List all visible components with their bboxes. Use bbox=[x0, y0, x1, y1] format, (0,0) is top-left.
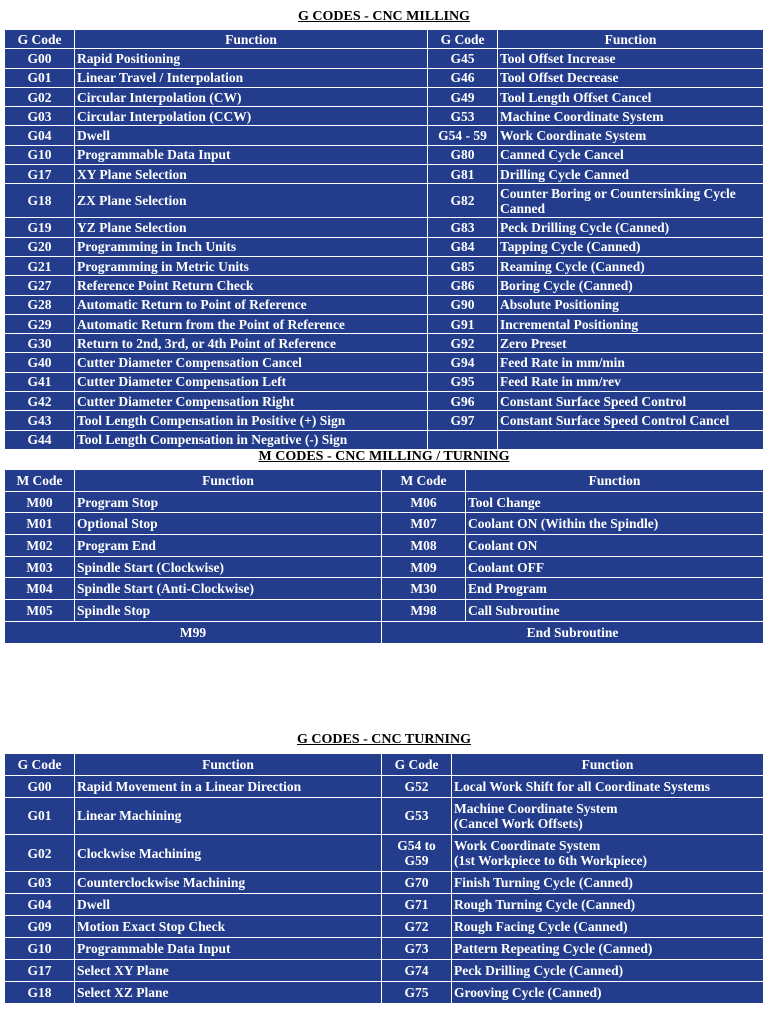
function-cell: Tool Length Offset Cancel bbox=[498, 87, 764, 106]
code-cell: G28 bbox=[5, 295, 75, 314]
function-cell: Boring Cycle (Canned) bbox=[498, 276, 764, 295]
function-cell: ZX Plane Selection bbox=[75, 184, 428, 218]
table-row bbox=[5, 797, 764, 834]
function-cell: Peck Drilling Cycle (Canned) bbox=[452, 959, 764, 981]
function-cell: Programming in Metric Units bbox=[75, 256, 428, 275]
code-cell: G42 bbox=[5, 392, 75, 411]
code-cell: G73 bbox=[382, 938, 452, 960]
code-cell: M01 bbox=[5, 513, 75, 535]
code-cell bbox=[428, 430, 498, 449]
table-row bbox=[5, 894, 764, 916]
function-cell: Constant Surface Speed Control Cancel bbox=[498, 411, 764, 430]
function-cell: Zero Preset bbox=[498, 334, 764, 353]
code-cell: G53 bbox=[428, 107, 498, 126]
function-cell: Spindle Start (Clockwise) bbox=[75, 556, 382, 578]
function-cell: Machine Coordinate System bbox=[498, 107, 764, 126]
function-cell: Rough Facing Cycle (Canned) bbox=[452, 916, 764, 938]
table-row bbox=[5, 411, 764, 430]
code-cell: G52 bbox=[382, 775, 452, 797]
g-milling-title: G CODES - CNC MILLING bbox=[298, 9, 470, 24]
function-cell: Cutter Diameter Compensation Left bbox=[75, 372, 428, 391]
table-row bbox=[5, 218, 764, 237]
function-cell: Dwell bbox=[75, 894, 382, 916]
code-cell: M00 bbox=[5, 491, 75, 513]
code-cell: M99 bbox=[5, 621, 382, 643]
code-cell: G44 bbox=[5, 430, 75, 449]
function-cell: YZ Plane Selection bbox=[75, 218, 428, 237]
table-row bbox=[5, 87, 764, 106]
code-cell: G97 bbox=[428, 411, 498, 430]
function-cell: Constant Surface Speed Control bbox=[498, 392, 764, 411]
function-cell: XY Plane Selection bbox=[75, 165, 428, 184]
function-cell: Rapid Movement in a Linear Direction bbox=[75, 775, 382, 797]
function-cell: Return to 2nd, 3rd, or 4th Point of Reference bbox=[75, 334, 428, 353]
table-row bbox=[5, 276, 764, 295]
code-cell: G83 bbox=[428, 218, 498, 237]
function-cell: Local Work Shift for all Coordinate Systems bbox=[452, 775, 764, 797]
code-cell: G80 bbox=[428, 145, 498, 164]
function-cell: Programmable Data Input bbox=[75, 938, 382, 960]
function-cell: Pattern Repeating Cycle (Canned) bbox=[452, 938, 764, 960]
column-header: M Code bbox=[5, 470, 75, 492]
code-cell: G18 bbox=[5, 184, 75, 218]
table-row bbox=[5, 334, 764, 353]
function-cell: Canned Cycle Cancel bbox=[498, 145, 764, 164]
code-cell: G92 bbox=[428, 334, 498, 353]
code-cell: G04 bbox=[5, 126, 75, 145]
table-row bbox=[5, 600, 764, 622]
code-cell: G54 - 59 bbox=[428, 126, 498, 145]
table-row bbox=[5, 430, 764, 449]
code-cell: G17 bbox=[5, 165, 75, 184]
column-header: M Code bbox=[382, 470, 466, 492]
table-row bbox=[5, 107, 764, 126]
function-cell: Feed Rate in mm/min bbox=[498, 353, 764, 372]
table-row bbox=[5, 535, 764, 557]
function-cell: Automatic Return from the Point of Reference bbox=[75, 314, 428, 333]
function-cell: Tool Offset Decrease bbox=[498, 68, 764, 87]
code-cell: G94 bbox=[428, 353, 498, 372]
function-cell: Optional Stop bbox=[75, 513, 382, 535]
g-turning-title: G CODES - CNC TURNING bbox=[297, 732, 471, 747]
table-row bbox=[5, 184, 764, 218]
table-row bbox=[5, 49, 764, 68]
table-row bbox=[5, 491, 764, 513]
table-row bbox=[5, 165, 764, 184]
code-cell: M02 bbox=[5, 535, 75, 557]
code-cell: G91 bbox=[428, 314, 498, 333]
function-cell: Program Stop bbox=[75, 491, 382, 513]
column-header: Function bbox=[452, 754, 764, 776]
function-cell: End Subroutine bbox=[382, 621, 764, 643]
code-cell: G43 bbox=[5, 411, 75, 430]
function-cell: Select XY Plane bbox=[75, 959, 382, 981]
code-cell: G18 bbox=[5, 981, 75, 1003]
code-cell: G03 bbox=[5, 872, 75, 894]
table-row bbox=[5, 578, 764, 600]
code-cell: G75 bbox=[382, 981, 452, 1003]
table-row bbox=[5, 959, 764, 981]
function-cell: End Program bbox=[466, 578, 764, 600]
function-cell: Spindle Stop bbox=[75, 600, 382, 622]
code-cell: G45 bbox=[428, 49, 498, 68]
code-cell: G30 bbox=[5, 334, 75, 353]
function-cell: Call Subroutine bbox=[466, 600, 764, 622]
column-header: Function bbox=[466, 470, 764, 492]
table-row bbox=[5, 938, 764, 960]
code-cell: G04 bbox=[5, 894, 75, 916]
code-cell: G53 bbox=[382, 797, 452, 834]
code-cell: G95 bbox=[428, 372, 498, 391]
code-cell: G85 bbox=[428, 256, 498, 275]
function-cell: Programmable Data Input bbox=[75, 145, 428, 164]
table-row bbox=[5, 981, 764, 1003]
table-row bbox=[5, 372, 764, 391]
function-cell: Absolute Positioning bbox=[498, 295, 764, 314]
table-row bbox=[5, 872, 764, 894]
code-cell: G17 bbox=[5, 959, 75, 981]
function-cell: Reaming Cycle (Canned) bbox=[498, 256, 764, 275]
code-cell: M06 bbox=[382, 491, 466, 513]
function-cell: Machine Coordinate System (Cancel Work Offsets) bbox=[452, 797, 764, 834]
table-row bbox=[5, 126, 764, 145]
code-cell: G21 bbox=[5, 256, 75, 275]
code-cell: G02 bbox=[5, 87, 75, 106]
function-cell: Incremental Positioning bbox=[498, 314, 764, 333]
table-row bbox=[5, 621, 764, 643]
function-cell: Programming in Inch Units bbox=[75, 237, 428, 256]
function-cell: Work Coordinate System (1st Workpiece to 6th Workpiece) bbox=[452, 835, 764, 872]
code-cell: G54 to G59 bbox=[382, 835, 452, 872]
table-row bbox=[5, 775, 764, 797]
code-cell: G74 bbox=[382, 959, 452, 981]
m-codes-title: M CODES - CNC MILLING / TURNING bbox=[258, 449, 510, 464]
table-header-row bbox=[5, 754, 764, 776]
column-header: G Code bbox=[428, 30, 498, 49]
code-cell: G86 bbox=[428, 276, 498, 295]
function-cell: Clockwise Machining bbox=[75, 835, 382, 872]
code-cell: G71 bbox=[382, 894, 452, 916]
function-cell bbox=[498, 430, 764, 449]
function-cell: Reference Point Return Check bbox=[75, 276, 428, 295]
code-cell: M05 bbox=[5, 600, 75, 622]
code-cell: G46 bbox=[428, 68, 498, 87]
table-header-row bbox=[5, 30, 764, 49]
code-cell: G03 bbox=[5, 107, 75, 126]
code-cell: G02 bbox=[5, 835, 75, 872]
function-cell: Tool Length Compensation in Negative (-) Sign bbox=[75, 430, 428, 449]
code-cell: G96 bbox=[428, 392, 498, 411]
code-cell: G40 bbox=[5, 353, 75, 372]
code-cell: G19 bbox=[5, 218, 75, 237]
code-cell: G09 bbox=[5, 916, 75, 938]
function-cell: Cutter Diameter Compensation Cancel bbox=[75, 353, 428, 372]
function-cell: Tool Change bbox=[466, 491, 764, 513]
function-cell: Peck Drilling Cycle (Canned) bbox=[498, 218, 764, 237]
function-cell: Feed Rate in mm/rev bbox=[498, 372, 764, 391]
function-cell: Tapping Cycle (Canned) bbox=[498, 237, 764, 256]
function-cell: Coolant OFF bbox=[466, 556, 764, 578]
code-cell: M07 bbox=[382, 513, 466, 535]
function-cell: Motion Exact Stop Check bbox=[75, 916, 382, 938]
function-cell: Coolant ON bbox=[466, 535, 764, 557]
code-cell: G49 bbox=[428, 87, 498, 106]
table-row bbox=[5, 237, 764, 256]
table-row bbox=[5, 256, 764, 275]
code-cell: G20 bbox=[5, 237, 75, 256]
code-cell: G70 bbox=[382, 872, 452, 894]
function-cell: Cutter Diameter Compensation Right bbox=[75, 392, 428, 411]
code-cell: M98 bbox=[382, 600, 466, 622]
function-cell: Coolant ON (Within the Spindle) bbox=[466, 513, 764, 535]
code-cell: M09 bbox=[382, 556, 466, 578]
function-cell: Grooving Cycle (Canned) bbox=[452, 981, 764, 1003]
code-cell: G00 bbox=[5, 49, 75, 68]
function-cell: Counterclockwise Machining bbox=[75, 872, 382, 894]
code-cell: G01 bbox=[5, 68, 75, 87]
function-cell: Drilling Cycle Canned bbox=[498, 165, 764, 184]
code-cell: G82 bbox=[428, 184, 498, 218]
code-cell: M30 bbox=[382, 578, 466, 600]
function-cell: Tool Offset Increase bbox=[498, 49, 764, 68]
function-cell: Program End bbox=[75, 535, 382, 557]
table-row bbox=[5, 392, 764, 411]
table-row bbox=[5, 513, 764, 535]
code-cell: G10 bbox=[5, 938, 75, 960]
function-cell: Finish Turning Cycle (Canned) bbox=[452, 872, 764, 894]
table-row bbox=[5, 68, 764, 87]
code-cell: G01 bbox=[5, 797, 75, 834]
table-row bbox=[5, 314, 764, 333]
g-milling-table bbox=[4, 29, 764, 450]
function-cell: Linear Machining bbox=[75, 797, 382, 834]
column-header: Function bbox=[75, 30, 428, 49]
column-header: G Code bbox=[5, 754, 75, 776]
code-cell: G84 bbox=[428, 237, 498, 256]
function-cell: Linear Travel / Interpolation bbox=[75, 68, 428, 87]
function-cell: Rapid Positioning bbox=[75, 49, 428, 68]
table-row bbox=[5, 145, 764, 164]
code-cell: G29 bbox=[5, 314, 75, 333]
column-header: Function bbox=[75, 754, 382, 776]
column-header: Function bbox=[498, 30, 764, 49]
function-cell: Rough Turning Cycle (Canned) bbox=[452, 894, 764, 916]
table-row bbox=[5, 353, 764, 372]
function-cell: Tool Length Compensation in Positive (+) Sign bbox=[75, 411, 428, 430]
table-row bbox=[5, 295, 764, 314]
function-cell: Automatic Return to Point of Reference bbox=[75, 295, 428, 314]
code-cell: M08 bbox=[382, 535, 466, 557]
table-header-row bbox=[5, 470, 764, 492]
code-cell: G27 bbox=[5, 276, 75, 295]
column-header: G Code bbox=[382, 754, 452, 776]
code-cell: M04 bbox=[5, 578, 75, 600]
function-cell: Work Coordinate System bbox=[498, 126, 764, 145]
function-cell: Spindle Start (Anti-Clockwise) bbox=[75, 578, 382, 600]
code-cell: M03 bbox=[5, 556, 75, 578]
m-codes-table bbox=[4, 469, 764, 644]
code-cell: G10 bbox=[5, 145, 75, 164]
column-header: G Code bbox=[5, 30, 75, 49]
code-cell: G90 bbox=[428, 295, 498, 314]
function-cell: Circular Interpolation (CW) bbox=[75, 87, 428, 106]
code-cell: G72 bbox=[382, 916, 452, 938]
column-header: Function bbox=[75, 470, 382, 492]
table-row bbox=[5, 916, 764, 938]
function-cell: Counter Boring or Countersinking Cycle Canned bbox=[498, 184, 764, 218]
function-cell: Select XZ Plane bbox=[75, 981, 382, 1003]
code-cell: G41 bbox=[5, 372, 75, 391]
function-cell: Dwell bbox=[75, 126, 428, 145]
code-cell: G81 bbox=[428, 165, 498, 184]
function-cell: Circular Interpolation (CCW) bbox=[75, 107, 428, 126]
code-cell: G00 bbox=[5, 775, 75, 797]
table-row bbox=[5, 556, 764, 578]
g-turning-table bbox=[4, 753, 764, 1004]
table-row bbox=[5, 835, 764, 872]
